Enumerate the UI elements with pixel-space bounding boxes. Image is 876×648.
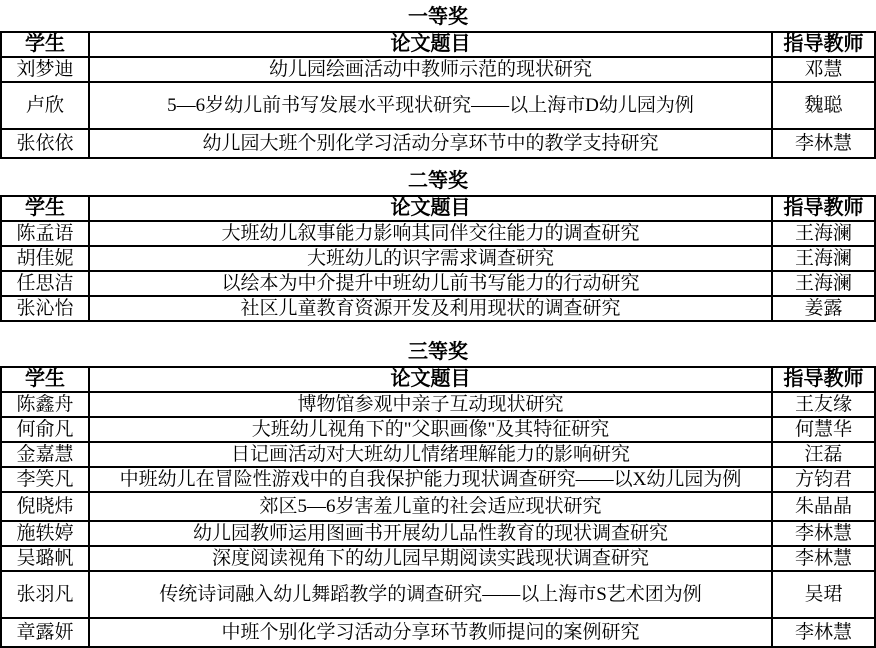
table-row <box>1 571 875 618</box>
table-row <box>1 417 875 442</box>
student-cell: 金嘉慧 <box>1 442 89 467</box>
thesis-title-cell: 博物馆参观中亲子互动现状研究 <box>89 392 772 417</box>
column-header-thesis-title: 论文题目 <box>89 367 772 392</box>
advisor-cell: 何慧华 <box>772 417 875 442</box>
advisor-cell: 王海澜 <box>772 221 875 246</box>
prize-section-third <box>0 340 876 648</box>
awards-table <box>0 195 876 322</box>
table-row <box>1 221 875 246</box>
thesis-title-cell: 中班幼儿在冒险性游戏中的自我保护能力现状调查研究——以X幼儿园为例 <box>89 467 772 492</box>
prize-heading: 三等奖 <box>408 341 468 363</box>
student-cell: 陈鑫舟 <box>1 392 89 417</box>
thesis-title-cell: 日记画活动对大班幼儿情绪理解能力的影响研究 <box>89 442 772 467</box>
thesis-title-cell: 深度阅读视角下的幼儿园早期阅读实践现状调查研究 <box>89 546 772 571</box>
thesis-title-cell: 幼儿园教师运用图画书开展幼儿品性教育的现状调查研究 <box>89 521 772 546</box>
table-row <box>1 546 875 571</box>
thesis-title-cell: 大班幼儿叙事能力影响其同伴交往能力的调查研究 <box>89 221 772 246</box>
table-header-row <box>1 32 875 57</box>
student-cell: 任思洁 <box>1 271 89 296</box>
advisor-cell: 邓慧 <box>772 57 875 82</box>
student-cell: 刘梦迪 <box>1 57 89 82</box>
student-cell: 卢欣 <box>1 82 89 129</box>
advisor-cell: 魏聪 <box>772 82 875 129</box>
table-header-row <box>1 367 875 392</box>
column-header-student: 学生 <box>1 32 89 57</box>
table-row <box>1 492 875 521</box>
student-cell: 何俞凡 <box>1 417 89 442</box>
student-cell: 张沁怡 <box>1 296 89 321</box>
thesis-title-cell: 郊区5—6岁害羞儿童的社会适应现状研究 <box>89 492 772 521</box>
prize-heading: 一等奖 <box>408 6 468 28</box>
student-cell: 张羽凡 <box>1 571 89 618</box>
thesis-title-cell: 大班幼儿视角下的"父职画像"及其特征研究 <box>89 417 772 442</box>
thesis-title-cell: 幼儿园绘画活动中教师示范的现状研究 <box>89 57 772 82</box>
thesis-title-cell: 幼儿园大班个别化学习活动分享环节中的教学支持研究 <box>89 129 772 158</box>
advisor-cell: 朱晶晶 <box>772 492 875 521</box>
student-cell: 章露妍 <box>1 618 89 647</box>
student-cell: 施轶婷 <box>1 521 89 546</box>
table-row <box>1 129 875 158</box>
advisor-cell: 姜露 <box>772 296 875 321</box>
student-cell: 胡佳妮 <box>1 246 89 271</box>
advisor-cell: 王友缘 <box>772 392 875 417</box>
table-row <box>1 467 875 492</box>
thesis-title-cell: 传统诗词融入幼儿舞蹈教学的调查研究——以上海市S艺术团为例 <box>89 571 772 618</box>
column-header-advisor: 指导教师 <box>772 32 875 57</box>
table-row <box>1 296 875 321</box>
advisor-cell: 方钧君 <box>772 467 875 492</box>
column-header-student: 学生 <box>1 367 89 392</box>
thesis-title-cell: 社区儿童教育资源开发及利用现状的调查研究 <box>89 296 772 321</box>
advisor-cell: 李林慧 <box>772 546 875 571</box>
thesis-title-cell: 大班幼儿的识字需求调查研究 <box>89 246 772 271</box>
column-header-advisor: 指导教师 <box>772 196 875 221</box>
prize-section-first <box>0 0 876 159</box>
student-cell: 吴璐帆 <box>1 546 89 571</box>
advisor-cell: 李林慧 <box>772 129 875 158</box>
advisor-cell: 李林慧 <box>772 521 875 546</box>
table-header-row <box>1 196 875 221</box>
student-cell: 张依依 <box>1 129 89 158</box>
prize-section-second <box>0 169 876 322</box>
table-row <box>1 82 875 129</box>
table-row <box>1 618 875 647</box>
thesis-title-cell: 5—6岁幼儿前书写发展水平现状研究——以上海市D幼儿园为例 <box>89 82 772 129</box>
prize-heading: 二等奖 <box>408 170 468 192</box>
awards-table <box>0 31 876 159</box>
advisor-cell: 吴珺 <box>772 571 875 618</box>
column-header-thesis-title: 论文题目 <box>89 32 772 57</box>
student-cell: 陈孟语 <box>1 221 89 246</box>
thesis-title-cell: 以绘本为中介提升中班幼儿前书写能力的行动研究 <box>89 271 772 296</box>
table-row <box>1 246 875 271</box>
advisor-cell: 王海澜 <box>772 271 875 296</box>
table-row <box>1 271 875 296</box>
table-row <box>1 521 875 546</box>
advisor-cell: 李林慧 <box>772 618 875 647</box>
awards-table <box>0 366 876 648</box>
student-cell: 李笑凡 <box>1 467 89 492</box>
thesis-title-cell: 中班个别化学习活动分享环节教师提问的案例研究 <box>89 618 772 647</box>
table-row <box>1 57 875 82</box>
column-header-thesis-title: 论文题目 <box>89 196 772 221</box>
student-cell: 倪晓炜 <box>1 492 89 521</box>
column-header-student: 学生 <box>1 196 89 221</box>
table-row <box>1 392 875 417</box>
table-row <box>1 442 875 467</box>
column-header-advisor: 指导教师 <box>772 367 875 392</box>
advisor-cell: 王海澜 <box>772 246 875 271</box>
advisor-cell: 汪磊 <box>772 442 875 467</box>
